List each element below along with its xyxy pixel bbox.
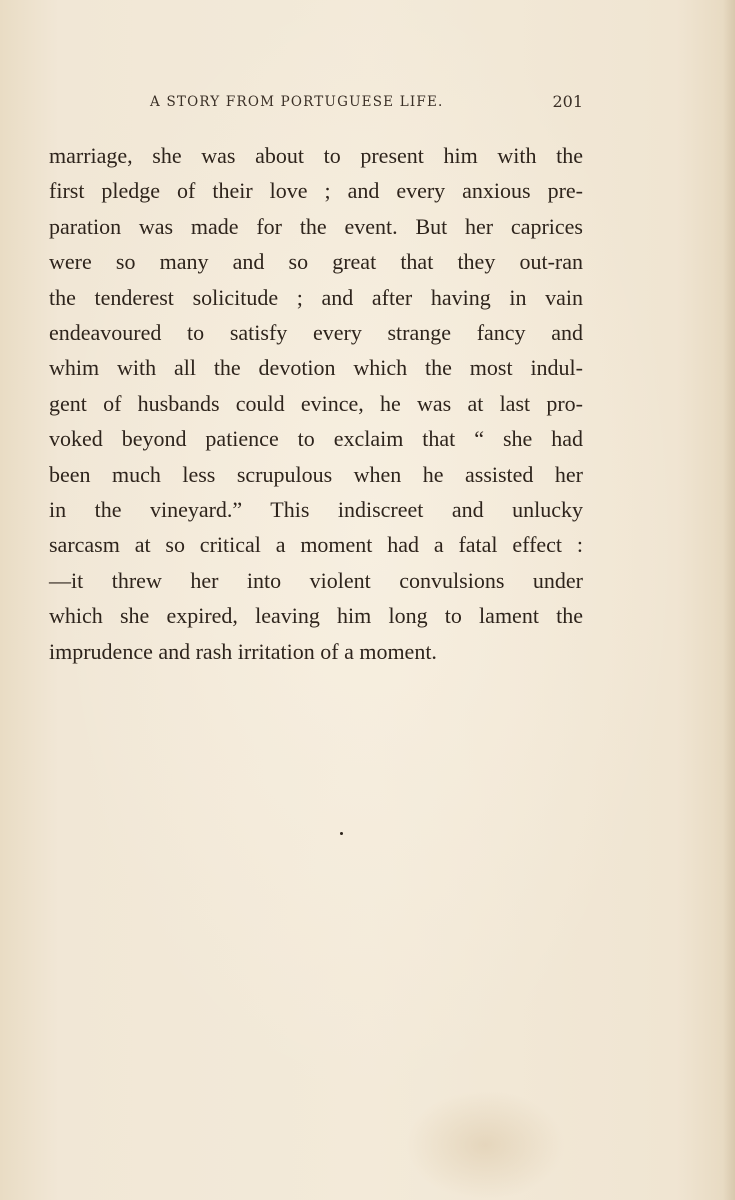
page-number: 201 bbox=[552, 92, 583, 111]
text-line: first pledge of their love ; and every anxious pre- bbox=[49, 178, 583, 204]
text-line: in the vineyard.” This indiscreet and unlucky bbox=[49, 497, 583, 523]
text-line: which she expired, leaving him long to lament the bbox=[49, 603, 583, 629]
page-edge-shadow bbox=[723, 0, 735, 1200]
text-line: the tenderest solicitude ; and after having in vain bbox=[49, 284, 583, 310]
text-line: sarcasm at so critical a moment had a fatal effect : bbox=[49, 532, 583, 558]
text-line: marriage, she was about to present him with the bbox=[49, 143, 583, 168]
text-line: paration was made for the event. But her caprices bbox=[49, 213, 583, 239]
text-line: been much less scrupulous when he assisted her bbox=[49, 461, 583, 487]
text-line: —it threw her into violent convulsions under bbox=[49, 567, 583, 593]
body-text bbox=[49, 138, 583, 669]
ink-speck bbox=[340, 832, 343, 835]
text-line: whim with all the devotion which the most indul- bbox=[49, 355, 583, 381]
text-line: gent of husbands could evince, he was at last pro- bbox=[49, 390, 583, 416]
paper-stain bbox=[405, 1090, 565, 1200]
text-line-last: imprudence and rash irritation of a moment. bbox=[49, 638, 437, 664]
page-header bbox=[48, 92, 583, 116]
text-line: were so many and so great that they out-ran bbox=[49, 249, 583, 275]
text-line: endeavoured to satisfy every strange fancy and bbox=[49, 320, 583, 346]
running-head: A STORY FROM PORTUGUESE LIFE. bbox=[150, 94, 444, 110]
text-line: voked beyond patience to exclaim that “ she had bbox=[49, 426, 583, 452]
